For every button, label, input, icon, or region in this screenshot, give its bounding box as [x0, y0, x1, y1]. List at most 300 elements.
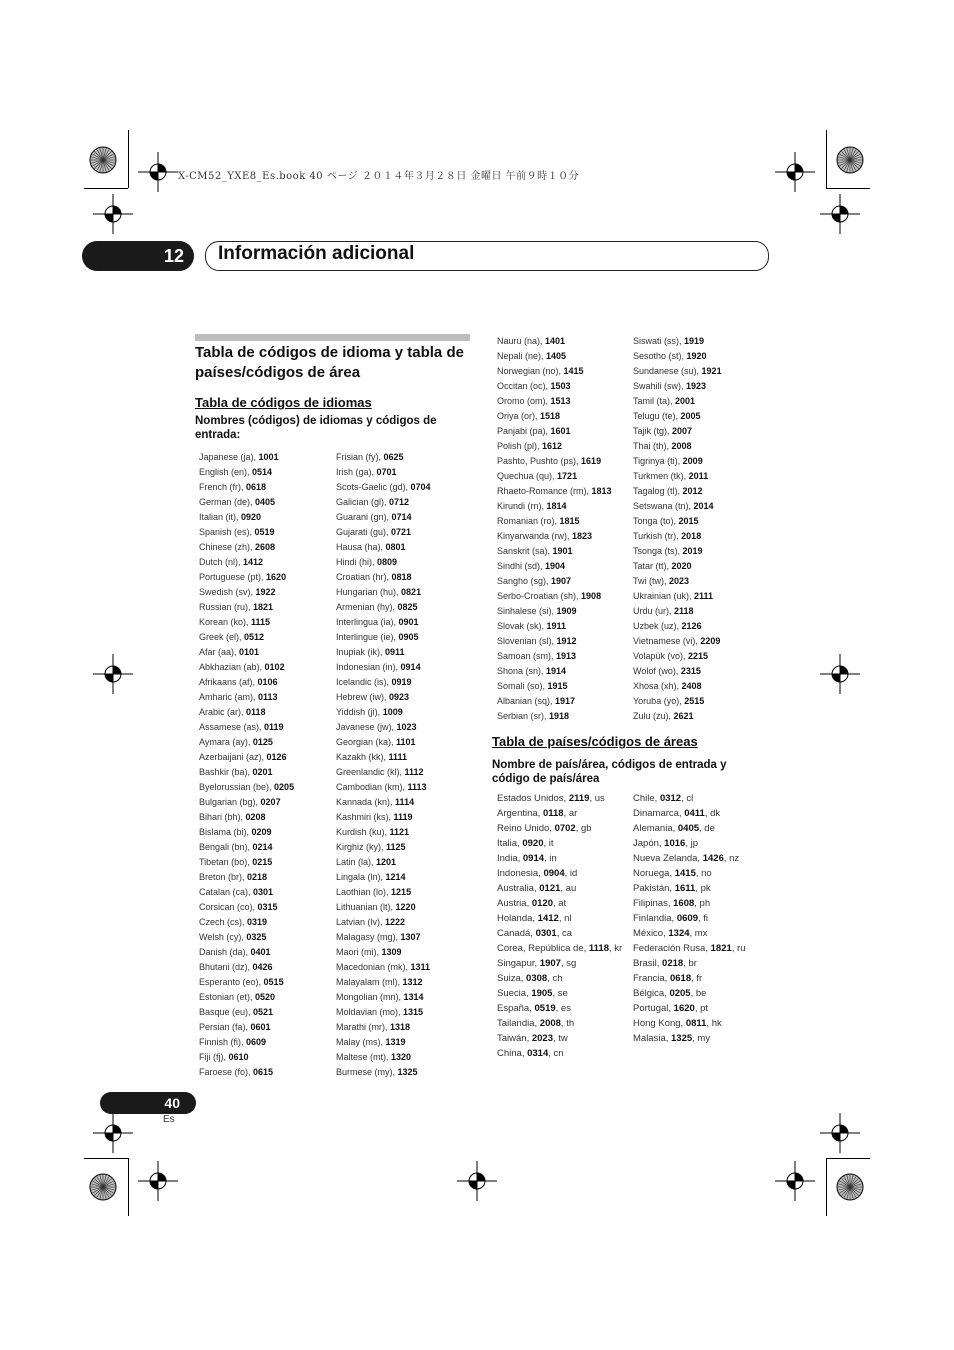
country-entry [633, 821, 746, 836]
language-entry [336, 870, 431, 885]
language-name: Kannada (kn), [336, 797, 396, 807]
entry-code: 2515 [684, 696, 705, 706]
country-name: Holanda, [497, 913, 538, 924]
language-name: Maltese (mt), [336, 1052, 392, 1062]
entry-code: 0512 [244, 632, 265, 642]
entry-code: 0102 [264, 662, 285, 672]
language-name: Breton (br), [199, 872, 248, 882]
language-entry [497, 379, 612, 394]
language-entry [633, 574, 722, 589]
language-name: Kinyarwanda (rw), [497, 531, 573, 541]
language-entry [633, 709, 722, 724]
country-abbreviation: , es [555, 1003, 571, 1014]
language-name: Hungarian (hu), [336, 587, 402, 597]
language-entry [336, 1065, 431, 1080]
language-name: Kashmiri (ks), [336, 812, 394, 822]
country-abbreviation: , nz [723, 853, 740, 864]
entry-code: 1907 [539, 958, 561, 969]
language-entry [633, 379, 722, 394]
entry-code: 2209 [700, 636, 721, 646]
language-entry [336, 660, 431, 675]
language-name: Greenlandic (kl), [336, 767, 405, 777]
language-entry [497, 364, 612, 379]
entry-code: 1101 [396, 737, 416, 747]
entry-code: 1920 [686, 351, 707, 361]
entry-code: 1917 [555, 696, 576, 706]
language-entry [497, 334, 612, 349]
language-name: Nauru (na), [497, 336, 546, 346]
language-name: Urdu (ur), [633, 606, 675, 616]
language-entry [336, 780, 431, 795]
crop-line [826, 1158, 870, 1159]
entry-code: 2111 [694, 591, 714, 601]
language-entry [199, 720, 294, 735]
language-name: Kazakh (kk), [336, 752, 389, 762]
language-name: Bihari (bh), [199, 812, 246, 822]
country-entry [633, 941, 746, 956]
country-name: Francia, [633, 973, 670, 984]
language-entry [199, 825, 294, 840]
entry-code: 0618 [669, 973, 692, 984]
language-name: Norwegian (no), [497, 366, 564, 376]
language-entry [199, 900, 294, 915]
language-name: Javanese (jw), [336, 722, 397, 732]
entry-code: 0314 [527, 1048, 549, 1059]
country-entry [497, 896, 622, 911]
entry-code: 2011 [688, 471, 709, 481]
entry-code: 0818 [391, 572, 412, 582]
language-name: Tigrinya (ti), [633, 456, 683, 466]
entry-code: 1001 [258, 452, 279, 462]
language-name: Bengali (bn), [199, 842, 253, 852]
language-name: Tajik (tg), [633, 426, 673, 436]
language-entry [336, 570, 431, 585]
entry-code: 1901 [552, 546, 573, 556]
country-abbreviation: , au [560, 883, 577, 894]
entry-code: 1921 [701, 366, 722, 376]
language-name: Nepali (ne), [497, 351, 547, 361]
country-entry [497, 941, 622, 956]
entry-code: 0209 [251, 827, 272, 837]
entry-code: 1222 [385, 917, 406, 927]
country-name: Taiwán, [497, 1033, 532, 1044]
entry-code: 2023 [531, 1033, 553, 1044]
language-name: Amharic (am), [199, 692, 259, 702]
language-entry [633, 634, 722, 649]
entry-code: 2019 [682, 546, 703, 556]
chapter-title: Información adicional [218, 243, 415, 264]
entry-code: 0208 [245, 812, 266, 822]
language-entry [497, 649, 612, 664]
country-abbreviation: , at [553, 898, 567, 909]
language-name: Turkmen (tk), [633, 471, 689, 481]
country-name: España, [497, 1003, 535, 1014]
language-name: Zulu (zu), [633, 711, 674, 721]
language-entry [199, 1020, 294, 1035]
language-entry [497, 484, 612, 499]
country-name: Filipinas, [633, 898, 674, 909]
country-entry [497, 851, 622, 866]
country-abbreviation: , gb [575, 823, 592, 834]
language-name: Malay (ms), [336, 1037, 386, 1047]
entry-code: 2621 [673, 711, 694, 721]
country-entry [497, 1046, 622, 1061]
language-entry [633, 664, 722, 679]
country-entry [633, 851, 746, 866]
entry-code: 1914 [546, 666, 567, 676]
language-name: Afrikaans (af), [199, 677, 258, 687]
entry-code: 1612 [542, 441, 563, 451]
entry-code: 0923 [389, 692, 410, 702]
country-entry [497, 791, 622, 806]
entry-code: 1307 [400, 932, 421, 942]
language-name: Occitan (oc), [497, 381, 551, 391]
entry-code: 1907 [551, 576, 572, 586]
country-abbreviation: , br [683, 958, 697, 969]
country-name: Nueva Zelanda, [633, 853, 703, 864]
language-entry [497, 604, 612, 619]
language-entry [199, 600, 294, 615]
language-name: Tamil (ta), [633, 396, 676, 406]
country-column-1 [497, 791, 622, 1061]
entry-code: 1115 [251, 617, 271, 627]
language-name: Romanian (ro), [497, 516, 560, 526]
entry-code: 1016 [664, 838, 686, 849]
language-name: Indonesian (in), [336, 662, 401, 672]
country-abbreviation: , kr [608, 943, 623, 954]
language-entry [633, 514, 722, 529]
country-abbreviation: , pt [694, 1003, 709, 1014]
entry-code: 0714 [391, 512, 412, 522]
page-number-badge: 40 [100, 1092, 196, 1114]
country-entry [497, 821, 622, 836]
language-entry [336, 885, 431, 900]
country-entry [633, 971, 746, 986]
country-entry [633, 986, 746, 1001]
language-name: Basque (eu), [199, 1007, 254, 1017]
language-name: Polish (pl), [497, 441, 543, 451]
country-name: Suecia, [497, 988, 532, 999]
entry-code: 1518 [540, 411, 561, 421]
country-name: Canadá, [497, 928, 536, 939]
country-abbreviation: , fr [691, 973, 703, 984]
language-name: Tagalog (tl), [633, 486, 683, 496]
entry-code: 0405 [255, 497, 276, 507]
registration-cross-icon [457, 1161, 497, 1201]
language-name: Scots-Gaelic (gd), [336, 482, 411, 492]
entry-code: 0126 [266, 752, 287, 762]
language-entry [199, 750, 294, 765]
language-entry [336, 975, 431, 990]
country-name: Dinamarca, [633, 808, 685, 819]
entry-code: 0315 [257, 902, 278, 912]
country-name: Japón, [633, 838, 665, 849]
entry-code: 1215 [391, 887, 412, 897]
language-name: Catalan (ca), [199, 887, 254, 897]
entry-code: 0118 [246, 707, 266, 717]
country-column-2 [633, 791, 746, 1046]
entry-code: 1426 [702, 853, 724, 864]
language-entry [199, 915, 294, 930]
print-header-line: X-CM52_YXE8_Es.book 40 ページ ２０１４年３月２８日 金曜日 午前９時１０分 [178, 171, 580, 182]
language-entry [199, 540, 294, 555]
language-name: Chinese (zh), [199, 542, 256, 552]
country-abbreviation: , cn [548, 1048, 564, 1059]
entry-code: 2020 [671, 561, 692, 571]
section-rule [195, 334, 470, 341]
entry-code: 0702 [554, 823, 576, 834]
language-entry [633, 589, 722, 604]
entry-code: 1315 [403, 1007, 424, 1017]
language-name: Somali (so), [497, 681, 548, 691]
entry-code: 2014 [693, 501, 714, 511]
country-name: Pakistán, [633, 883, 675, 894]
language-name: Tonga (to), [633, 516, 679, 526]
entry-code: 1721 [557, 471, 578, 481]
language-name: Laothian (lo), [336, 887, 392, 897]
entry-code: 0801 [385, 542, 406, 552]
language-name: Hausa (ha), [336, 542, 386, 552]
country-abbreviation: , in [544, 853, 557, 864]
language-entry [199, 765, 294, 780]
page-language-label: Es [163, 1114, 175, 1125]
language-name: Malagasy (mg), [336, 932, 401, 942]
language-name: Ukrainian (uk), [633, 591, 695, 601]
language-entry [497, 664, 612, 679]
language-entry [199, 810, 294, 825]
language-entry [633, 439, 722, 454]
language-name: Slovenian (sl), [497, 636, 557, 646]
language-entry [336, 465, 431, 480]
language-entry [199, 660, 294, 675]
language-name: Panjabi (pa), [497, 426, 551, 436]
language-entry [336, 750, 431, 765]
language-entry [336, 825, 431, 840]
entry-code: 0301 [535, 928, 557, 939]
entry-code: 2012 [682, 486, 703, 496]
language-entry [633, 454, 722, 469]
language-name: Russian (ru), [199, 602, 254, 612]
language-column-2 [336, 450, 431, 1080]
language-entry [336, 450, 431, 465]
language-entry [497, 619, 612, 634]
country-abbreviation: , my [692, 1033, 711, 1044]
language-entry [497, 469, 612, 484]
language-name: Bislama (bi), [199, 827, 252, 837]
language-entry [199, 870, 294, 885]
country-entry [633, 881, 746, 896]
entry-code: 0301 [253, 887, 274, 897]
country-table-title: Tabla de países/códigos de áreas [492, 734, 698, 749]
language-name: Italian (it), [199, 512, 242, 522]
language-name: Latvian (lv), [336, 917, 386, 927]
entry-code: 1214 [385, 872, 406, 882]
language-name: German (de), [199, 497, 256, 507]
country-name: Federación Rusa, [633, 943, 711, 954]
country-name: Alemania, [633, 823, 678, 834]
entry-code: 1309 [381, 947, 402, 957]
language-name: Slovak (sk), [497, 621, 547, 631]
language-name: Greek (el), [199, 632, 245, 642]
entry-code: 0205 [274, 782, 295, 792]
country-name: Argentina, [497, 808, 543, 819]
country-entry [497, 866, 622, 881]
language-entry [336, 720, 431, 735]
country-abbreviation: , cl [681, 793, 694, 804]
entry-code: 0312 [659, 793, 682, 804]
language-name: Welsh (cy), [199, 932, 247, 942]
entry-code: 0610 [228, 1052, 249, 1062]
entry-code: 1823 [572, 531, 593, 541]
country-name: Indonesia, [497, 868, 544, 879]
language-name: Malayalam (ml), [336, 977, 403, 987]
crop-line [128, 1158, 129, 1216]
entry-code: 1923 [686, 381, 707, 391]
entry-code: 1325 [671, 1033, 693, 1044]
entry-code: 0520 [255, 992, 276, 1002]
country-abbreviation: , ch [547, 973, 563, 984]
entry-code: 1513 [550, 396, 571, 406]
entry-code: 0218 [247, 872, 268, 882]
language-entry [199, 735, 294, 750]
language-entry [633, 679, 722, 694]
language-name: Serbo-Croatian (sh), [497, 591, 582, 601]
country-entry [497, 836, 622, 851]
entry-code: 2119 [568, 793, 590, 804]
entry-code: 2018 [681, 531, 702, 541]
registration-cross-icon [820, 654, 860, 694]
language-name: Galician (gl), [336, 497, 390, 507]
entry-code: 1919 [684, 336, 705, 346]
language-name: Gujarati (gu), [336, 527, 392, 537]
entry-code: 2315 [680, 666, 701, 676]
entry-code: 1611 [674, 883, 696, 894]
language-name: Bashkir (ba), [199, 767, 253, 777]
entry-code: 1220 [395, 902, 416, 912]
registration-cross-icon [775, 1161, 815, 1201]
language-name: Sanskrit (sa), [497, 546, 553, 556]
country-abbreviation: , it [543, 838, 554, 849]
language-name: Bulgarian (bg), [199, 797, 261, 807]
country-abbreviation: , ru [731, 943, 746, 954]
country-abbreviation: , ar [563, 808, 578, 819]
entry-code: 0121 [539, 883, 561, 894]
entry-code: 2001 [675, 396, 696, 406]
language-name: Persian (fa), [199, 1022, 251, 1032]
language-entry [336, 960, 431, 975]
entry-code: 0701 [376, 467, 397, 477]
entry-code: 1912 [556, 636, 577, 646]
language-entry [199, 945, 294, 960]
language-name: Oriya (or), [497, 411, 541, 421]
language-name: Interlingua (ia), [336, 617, 399, 627]
entry-code: 0411 [684, 808, 705, 819]
country-abbreviation: , dk [704, 808, 721, 819]
language-entry [199, 480, 294, 495]
entry-code: 1905 [531, 988, 553, 999]
entry-code: 2408 [681, 681, 702, 691]
language-entry [336, 930, 431, 945]
country-name: Chile, [633, 793, 660, 804]
language-name: Uzbek (uz), [633, 621, 682, 631]
entry-code: 1324 [668, 928, 690, 939]
registration-star-icon [835, 1172, 865, 1202]
language-name: Corsican (co), [199, 902, 258, 912]
country-abbreviation: , de [699, 823, 715, 834]
country-abbreviation: , fi [697, 913, 709, 924]
language-entry [633, 604, 722, 619]
language-entry [633, 544, 722, 559]
entry-code: 1114 [395, 797, 415, 807]
entry-code: 0712 [389, 497, 410, 507]
country-entry [633, 896, 746, 911]
language-name: Bhutani (dz), [199, 962, 253, 972]
entry-code: 2118 [674, 606, 694, 616]
language-name: Quechua (qu), [497, 471, 558, 481]
language-entry [497, 529, 612, 544]
country-abbreviation: , us [589, 793, 605, 804]
entry-code: 0101 [239, 647, 260, 657]
country-entry [633, 1001, 746, 1016]
registration-cross-icon [93, 654, 133, 694]
language-name: Rhaeto-Romance (rm), [497, 486, 592, 496]
language-entry [336, 795, 431, 810]
entry-code: 1311 [410, 962, 431, 972]
language-entry [497, 514, 612, 529]
country-abbreviation: , se [552, 988, 568, 999]
language-column-1 [199, 450, 294, 1080]
language-name: Aymara (ay), [199, 737, 253, 747]
entry-code: 0920 [522, 838, 544, 849]
entry-code: 0514 [252, 467, 273, 477]
language-name: Albanian (sq), [497, 696, 556, 706]
language-entry [336, 525, 431, 540]
entry-code: 1009 [382, 707, 403, 717]
language-entry [633, 469, 722, 484]
language-name: Wolof (wo), [633, 666, 681, 676]
language-name: Xhosa (xh), [633, 681, 682, 691]
entry-code: 0119 [264, 722, 284, 732]
crop-line [128, 130, 129, 188]
entry-code: 0919 [391, 677, 412, 687]
language-name: Samoan (sm), [497, 651, 557, 661]
entry-code: 0901 [398, 617, 419, 627]
entry-code: 0319 [247, 917, 268, 927]
entry-code: 0920 [241, 512, 262, 522]
language-name: Spanish (es), [199, 527, 255, 537]
language-name: Cambodian (km), [336, 782, 408, 792]
language-entry [336, 1005, 431, 1020]
country-name: Reino Unido, [497, 823, 555, 834]
country-abbreviation: , ca [556, 928, 573, 939]
country-abbreviation: , ph [694, 898, 711, 909]
entry-code: 0609 [246, 1037, 267, 1047]
crop-line [826, 130, 827, 188]
entry-code: 1813 [591, 486, 612, 496]
crop-line [826, 1158, 827, 1216]
entry-code: 1121 [389, 827, 410, 837]
language-entry [199, 1035, 294, 1050]
language-name: Sangho (sg), [497, 576, 552, 586]
entry-code: 1620 [266, 572, 287, 582]
entry-code: 2215 [688, 651, 709, 661]
entry-code: 1815 [559, 516, 580, 526]
entry-code: 1821 [253, 602, 274, 612]
language-entry [199, 555, 294, 570]
language-name: Finnish (fi), [199, 1037, 247, 1047]
entry-code: 1922 [255, 587, 276, 597]
language-entry [497, 589, 612, 604]
